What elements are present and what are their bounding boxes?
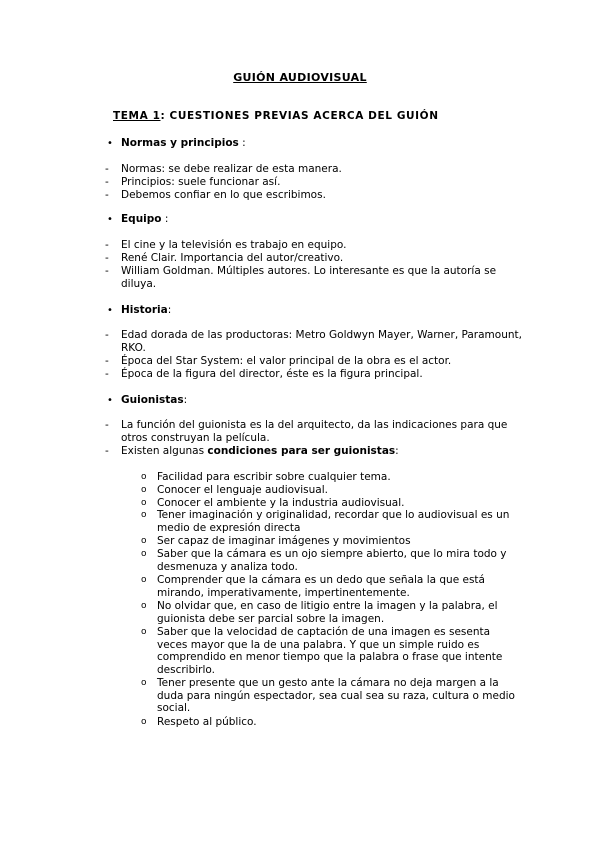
condition-item: o Saber que la cámara es un ojo siempre abierto, que lo mira todo y desmenuza y analiza todo. [141, 548, 507, 573]
condition-item: o Ser capaz de imaginar imágenes y movimientos [141, 535, 411, 547]
condition-item: o No olvidar que, en caso de litigio entre la imagen y la palabra, el guionista debe ser parcial sobre la imagen. [141, 600, 498, 625]
condition-item: o Saber que la velocidad de captación de una imagen es sesenta veces mayor que la de una palabra. Y que un simple ruido es comprendido en menor tiempo que la palabra o frase que intente describirlo. [141, 626, 503, 677]
tema-text: : CUESTIONES PREVIAS ACERCA DEL GUIÓN [160, 110, 439, 122]
section-heading-guionistas: • Guionistas: [107, 394, 188, 406]
condition-item: o Conocer el ambiente y la industria audiovisual. [141, 497, 405, 509]
list-item: - Época del Star System: el valor principal de la obra es el actor. [105, 355, 452, 367]
list-item: - Principios: suele funcionar así. [105, 176, 281, 188]
condition-item: o Comprender que la cámara es un dedo que señala la que está mirando, imperativamente, impertinentemente. [141, 574, 485, 599]
bullet-icon: • [107, 138, 113, 149]
list-item: - William Goldman. Múltiples autores. Lo interesante es que la autoría se diluya. [105, 265, 497, 290]
list-item: - El cine y la televisión es trabajo en equipo. [105, 239, 347, 251]
list-item: - Edad dorada de las productoras: Metro Goldwyn Mayer, Warner, Paramount, RKO. [105, 329, 522, 354]
condition-item: o Respeto al público. [141, 716, 257, 728]
condition-item: o Tener imaginación y originalidad, recordar que lo audiovisual es un medio de expresión directa [141, 509, 510, 534]
section-heading-equipo: • Equipo : [107, 213, 169, 225]
list-item: - Época de la figura del director, éste es la figura principal. [105, 368, 423, 380]
tema-heading [113, 110, 439, 122]
document-title: GUIÓN AUDIOVISUAL [233, 71, 367, 84]
condition-item: o Conocer el lenguaje audiovisual. [141, 484, 328, 496]
condition-item: o Facilidad para escribir sobre cualquier tema. [141, 471, 391, 483]
list-item: - Debemos confiar en lo que escribimos. [105, 189, 326, 201]
list-item: - René Clair. Importancia del autor/creativo. [105, 252, 344, 264]
bullet-icon: • [107, 214, 113, 225]
bullet-icon: • [107, 305, 113, 316]
list-item: - Existen algunas condiciones para ser guionistas: [105, 445, 399, 457]
list-item: - La función del guionista es la del arquitecto, da las indicaciones para que otros construyan la película. [105, 419, 508, 444]
section-heading-normas: • Normas y principios : [107, 137, 246, 149]
condition-item: o Tener presente que un gesto ante la cámara no deja margen a la duda para ningún espectador, sea cual sea su raza, cultura o medio social. [141, 677, 515, 715]
list-item: - Normas: se debe realizar de esta manera. [105, 163, 342, 175]
section-heading-historia: • Historia: [107, 304, 172, 316]
bullet-icon: • [107, 395, 113, 406]
tema-label: TEMA 1 [113, 110, 161, 122]
